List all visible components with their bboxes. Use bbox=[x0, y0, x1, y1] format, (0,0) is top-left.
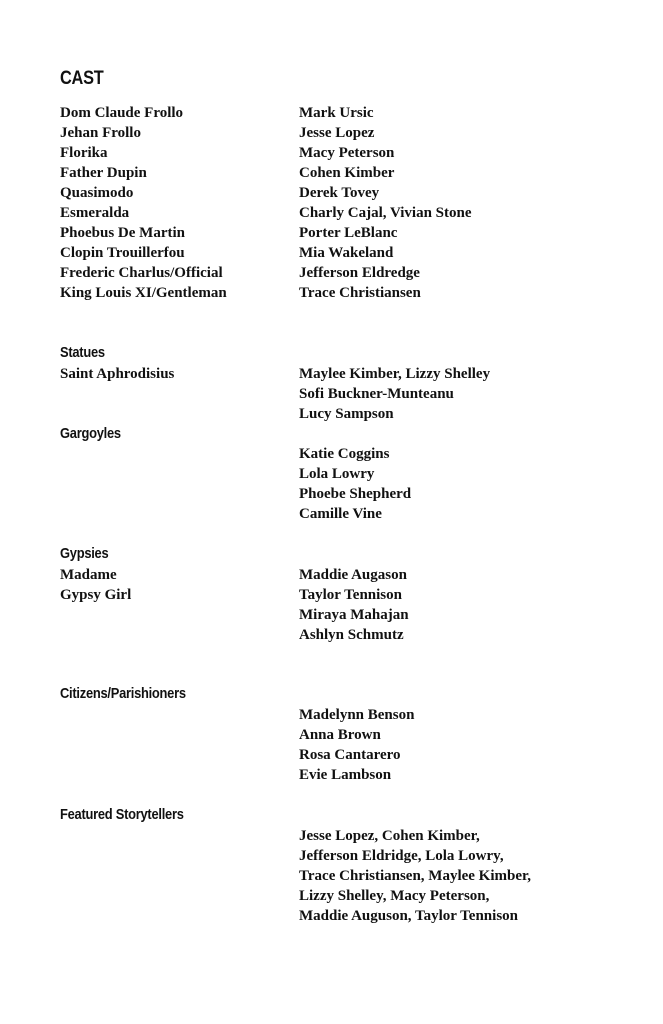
storyteller-line: Jefferson Eldridge, Lola Lowry, bbox=[299, 848, 504, 864]
actor-name: Madelynn Benson bbox=[299, 707, 415, 723]
actor-name: Jesse Lopez bbox=[299, 125, 375, 141]
actor-name: Mark Ursic bbox=[299, 105, 374, 121]
gargoyles-heading: Gargoyles bbox=[60, 425, 121, 442]
actor-name: Jefferson Eldredge bbox=[299, 265, 420, 281]
gypsies-heading: Gypsies bbox=[60, 545, 109, 562]
role-name: Phoebus De Martin bbox=[60, 225, 185, 241]
citizens-heading: Citizens/Parishioners bbox=[60, 685, 186, 702]
role-name: Gypsy Girl bbox=[60, 587, 132, 603]
actor-name: Mia Wakeland bbox=[299, 245, 394, 261]
actor-name: Katie Coggins bbox=[299, 446, 390, 462]
actor-name: Maddie Augason bbox=[299, 567, 407, 583]
actor-name: Lola Lowry bbox=[299, 466, 375, 482]
role-name: Saint Aphrodisius bbox=[60, 366, 175, 382]
role-name: Jehan Frollo bbox=[60, 125, 141, 141]
actor-name: Macy Peterson bbox=[299, 145, 395, 161]
role-name: Madame bbox=[60, 567, 117, 583]
storyteller-line: Jesse Lopez, Cohen Kimber, bbox=[299, 828, 480, 844]
actor-name: Miraya Mahajan bbox=[299, 607, 409, 623]
storyteller-line: Maddie Auguson, Taylor Tennison bbox=[299, 908, 518, 924]
role-name: Frederic Charlus/Official bbox=[60, 265, 223, 281]
actor-name: Cohen Kimber bbox=[299, 165, 395, 181]
statues-heading: Statues bbox=[60, 344, 105, 361]
cast-heading: CAST bbox=[60, 68, 104, 89]
role-name: King Louis XI/Gentleman bbox=[60, 285, 227, 301]
role-name: Clopin Trouillerfou bbox=[60, 245, 185, 261]
actor-name: Sofi Buckner-Munteanu bbox=[299, 386, 454, 402]
actor-name: Derek Tovey bbox=[299, 185, 380, 201]
actor-name: Phoebe Shepherd bbox=[299, 486, 412, 502]
actor-name: Rosa Cantarero bbox=[299, 747, 401, 763]
storytellers-heading: Featured Storytellers bbox=[60, 806, 184, 823]
actor-name: Evie Lambson bbox=[299, 767, 392, 783]
actor-name: Taylor Tennison bbox=[299, 587, 402, 603]
actor-name: Maylee Kimber, Lizzy Shelley bbox=[299, 366, 491, 382]
actor-name: Anna Brown bbox=[299, 727, 381, 743]
actor-name: Camille Vine bbox=[299, 506, 382, 522]
role-name: Florika bbox=[60, 145, 108, 161]
role-name: Quasimodo bbox=[60, 185, 134, 201]
storyteller-line: Trace Christiansen, Maylee Kimber, bbox=[299, 868, 532, 884]
role-name: Father Dupin bbox=[60, 165, 147, 181]
actor-name: Porter LeBlanc bbox=[299, 225, 398, 241]
role-name: Esmeralda bbox=[60, 205, 130, 221]
actor-name: Charly Cajal, Vivian Stone bbox=[299, 205, 472, 221]
storyteller-line: Lizzy Shelley, Macy Peterson, bbox=[299, 888, 490, 904]
actor-name: Trace Christiansen bbox=[299, 285, 421, 301]
role-name: Dom Claude Frollo bbox=[60, 105, 184, 121]
actor-name: Ashlyn Schmutz bbox=[299, 627, 404, 643]
actor-name: Lucy Sampson bbox=[299, 406, 394, 422]
